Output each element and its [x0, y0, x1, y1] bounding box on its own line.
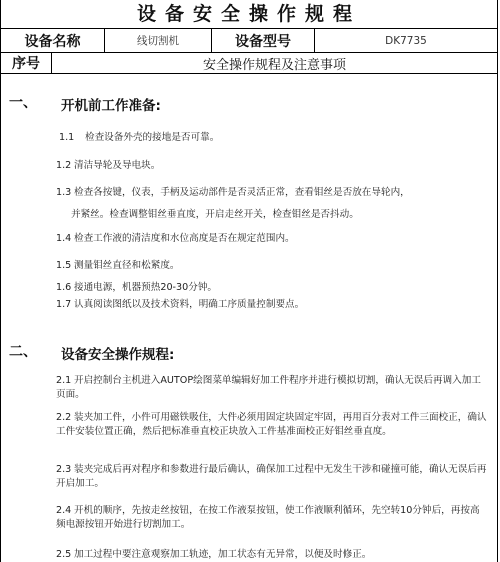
list-item: 1.2 清洁导轮及导电块。 — [56, 160, 161, 171]
equipment-model-label: 设备型号 — [211, 29, 314, 52]
section1-number: 一、 — [9, 95, 37, 111]
list-item: 2.5 加工过程中要注意观察加工轨迹，加工状态有无异常，以便及时修正。 — [56, 549, 372, 560]
table-header-row — [1, 52, 497, 74]
seq-header: 序号 — [12, 56, 40, 72]
list-item-continuation: 并紧丝。检查调整钼丝垂直度，开启走丝开关，检查钼丝是否抖动。 — [71, 209, 359, 220]
list-item: 1.7 认真阅读图纸以及技术资料，明确工序质量控制要点。 — [56, 299, 305, 310]
equipment-name-label: 设备名称 — [24, 33, 81, 50]
list-item: 2.1 开启控制台主机进入AUTOP绘图菜单编辑好加工件程序并进行模拟切割，确认无误后再调入加工页面。 — [56, 375, 481, 400]
section2-number: 二、 — [9, 344, 37, 360]
section2-title: 设备安全操作规程: — [61, 347, 175, 363]
list-item: 1.5 测量钼丝直径和松紧度。 — [56, 260, 180, 271]
document-title: 设备安全操作规程 — [136, 3, 361, 25]
equipment-info-row — [1, 28, 497, 52]
list-item: 1.4 检查工作液的清洁度和水位高度是否在规定范围内。 — [56, 233, 295, 244]
list-item: 1.1 检查设备外壳的接地是否可靠。 — [59, 132, 220, 143]
list-item: 2.2 装夹加工件，小件可用磁铁吸住，大件必须用固定块固定牢固，再用百分表对工件三面校正，确认工件安装位置正确，然后把标准垂直校正块放入工件基准面校正好钼丝垂直度。 — [56, 412, 487, 437]
list-item: 2.4 开机的顺序，先按走丝按钮，在按工作液泵按钮，使工作液顺利循环，先空转10分钟后，再按高频电源按钮开始进行切割加工。 — [56, 505, 480, 530]
list-item: 2.3 装夹完成后再对程序和参数进行最后确认，确保加工过程中无发生干涉和碰撞可能，确认无误后再开启加工。 — [56, 464, 487, 489]
section1-title: 开机前工作准备: — [61, 98, 161, 114]
list-item: 1.6 接通电源，机器预热20-30分钟。 — [56, 282, 218, 293]
list-item: 1.3 检查各按键，仪表，手柄及运动部件是否灵活正常，查看钼丝是否放在导轮内， — [56, 187, 410, 198]
equipment-model-value: DK7735 — [314, 29, 497, 52]
equipment-name-value: 线切割机 — [104, 29, 211, 52]
content-header: 安全操作规程及注意事项 — [51, 53, 497, 73]
